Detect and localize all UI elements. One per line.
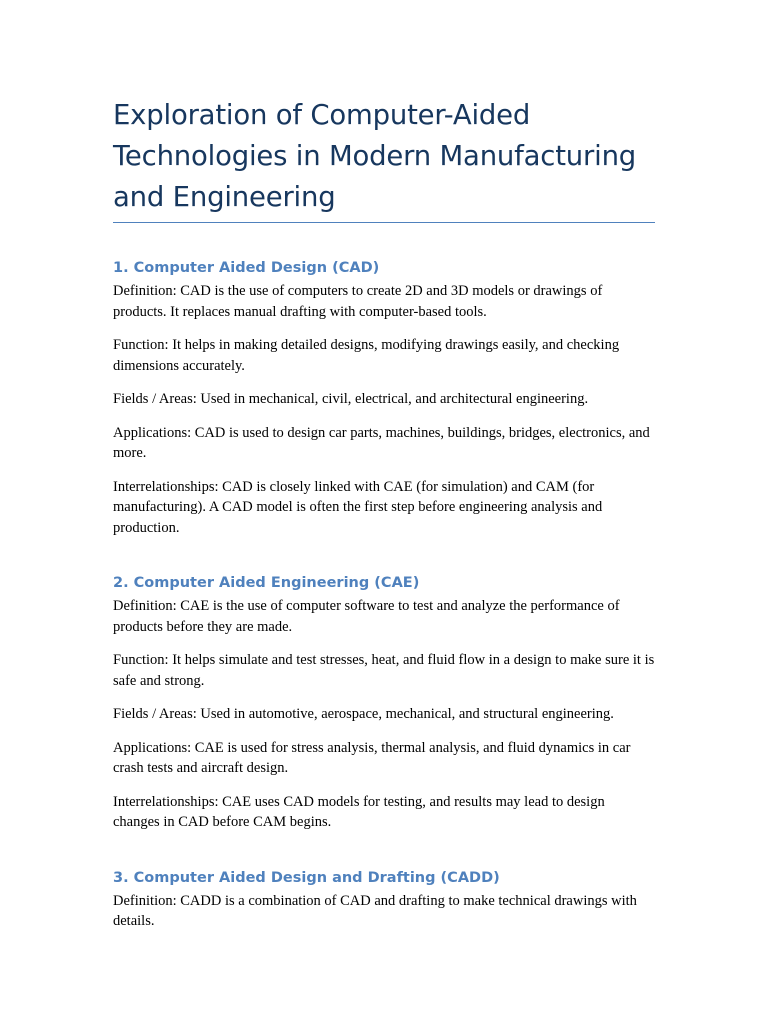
paragraph: Fields / Areas: Used in mechanical, civil, electrical, and architectural engineering. <box>113 391 589 407</box>
document-title: Exploration of Computer-Aided Technologies in Modern Manufacturing and Engineering <box>113 99 637 213</box>
paragraph: Interrelationships: CAE uses CAD models for testing, and results may lead to design changes in CAD before CAM begins. <box>113 793 605 830</box>
paragraph: Function: It helps in making detailed designs, modifying drawings easily, and checking dimensions accurately. <box>113 337 620 374</box>
paragraph: Definition: CADD is a combination of CAD and drafting to make technical drawings with details. <box>113 892 637 929</box>
section-heading: 2. Computer Aided Engineering (CAE) <box>113 575 420 591</box>
section-cae <box>113 572 655 833</box>
paragraph: Definition: CAD is the use of computers to create 2D and 3D models or drawings of products. It replaces manual drafting with computer-based tools. <box>113 283 603 320</box>
section-heading: 3. Computer Aided Design and Drafting (CADD) <box>113 869 500 886</box>
paragraph: Applications: CAE is used for stress analysis, thermal analysis, and fluid dynamics in car crash tests and aircraft design. <box>113 739 631 776</box>
title-underline <box>113 222 655 223</box>
paragraph: Fields / Areas: Used in automotive, aerospace, mechanical, and structural engineering. <box>113 706 614 722</box>
paragraph: Interrelationships: CAD is closely linked with CAE (for simulation) and CAM (for manufacturing). A CAD model is often the first step before engineering analysis and production. <box>113 478 603 536</box>
document-page <box>113 0 655 932</box>
paragraph: Function: It helps simulate and test stresses, heat, and fluid flow in a design to make sure it is safe and strong. <box>113 652 655 689</box>
section-cad <box>113 257 655 538</box>
paragraph: Applications: CAD is used to design car parts, machines, buildings, bridges, electronics, and more. <box>113 424 650 461</box>
section-cadd <box>113 867 655 932</box>
section-heading: 1. Computer Aided Design (CAD) <box>113 260 380 276</box>
paragraph: Definition: CAE is the use of computer software to test and analyze the performance of products before they are made. <box>113 598 620 635</box>
